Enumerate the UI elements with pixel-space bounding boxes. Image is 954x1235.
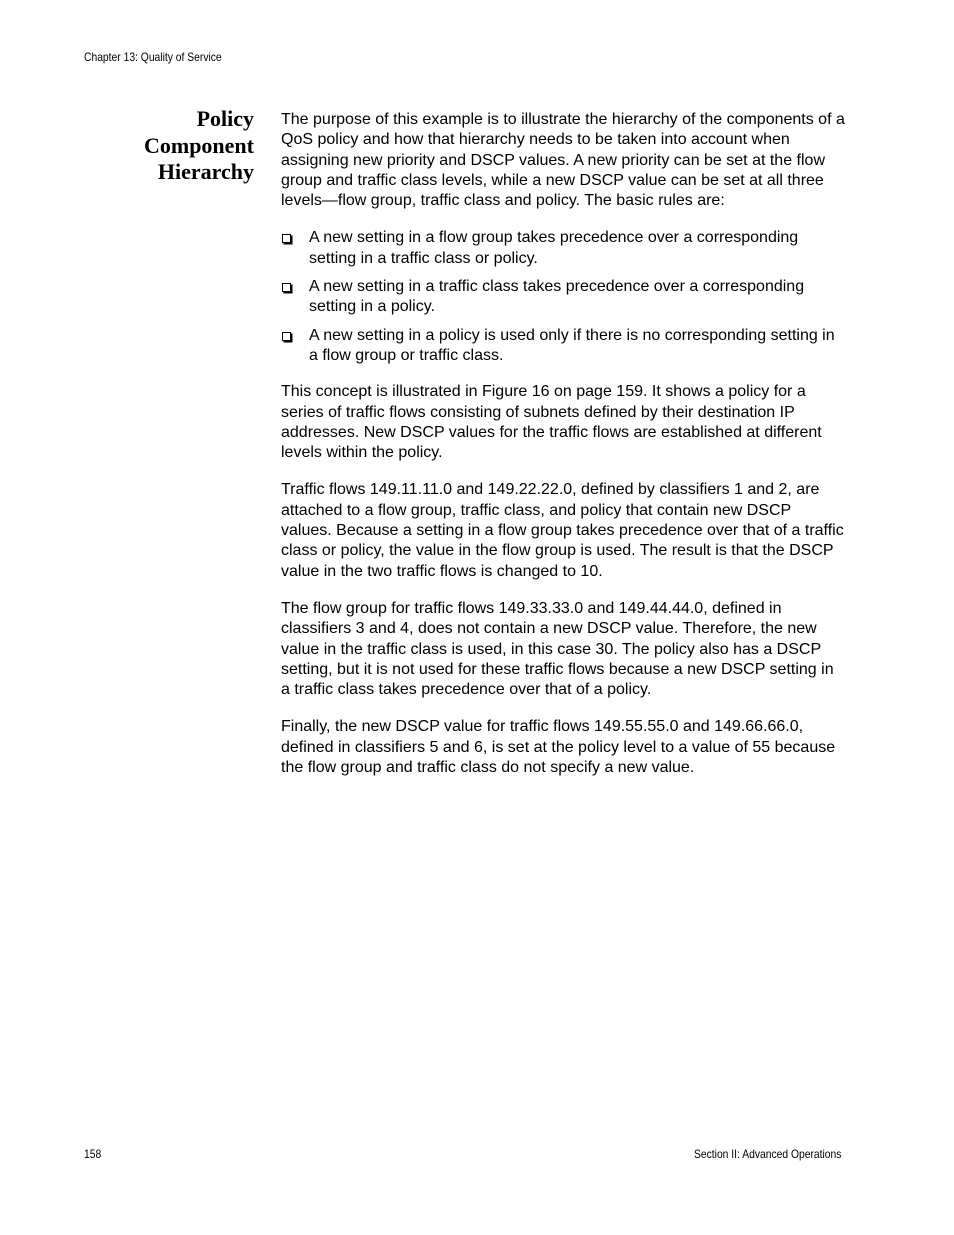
intro-paragraph: The purpose of this example is to illustrate the hierarchy of the components of a QoS policy and how that hierarchy needs to be taken into account when assigning new priority and DSCP values. A new priority can be set at the flow group and traffic class levels, while a new DSCP value can be set at all three levels—flow group, traffic class and policy. The basic rules are: — [281, 111, 845, 210]
list-item — [281, 326, 846, 367]
checkbox-bullet-icon — [282, 283, 291, 292]
checkbox-bullet-icon — [282, 234, 291, 243]
footer-section-title: Section II: Advanced Operations — [693, 1147, 841, 1161]
section-heading-line: Policy — [196, 106, 254, 131]
checkbox-bullet-icon — [282, 332, 291, 341]
footer-page-number: 158 — [84, 1147, 102, 1161]
section-heading-line: Component — [143, 132, 254, 158]
section-heading-line: Hierarchy — [157, 159, 254, 184]
body-paragraph: The flow group for traffic flows 149.33.33.0 and 149.44.44.0, defined in classifiers 3 and 4, does not contain a new DSCP value. Therefore, the new value in the traffic class is used, in this case 30. The policy also has a DSCP setting, but it is not used for these traffic flows because a new DSCP setting in a traffic class takes precedence over that of a policy. — [281, 599, 834, 699]
section-heading — [74, 106, 254, 186]
rule-text: A new setting in a traffic class takes precedence over a corresponding setting in a policy. — [309, 278, 805, 316]
list-item — [281, 277, 846, 318]
body-paragraph: Finally, the new DSCP value for traffic flows 149.55.55.0 and 149.66.66.0, defined in classifiers 5 and 6, is set at the policy level to a value of 55 because the flow group and traffic class do not specify a new value. — [281, 718, 836, 777]
rules-list — [281, 228, 846, 366]
body-column — [281, 110, 846, 795]
body-paragraph: This concept is illustrated in Figure 16 on page 159. It shows a policy for a series of traffic flows consisting of subnets defined by their destination IP addresses. New DSCP values for the traffic flows are established at different levels within the policy. — [281, 383, 822, 462]
list-item — [281, 228, 846, 269]
body-paragraph: Traffic flows 149.11.11.0 and 149.22.22.0, defined by classifiers 1 and 2, are attached to a flow group, traffic class, and policy that contain new DSCP values. Because a setting in a flow group takes precedence over that of a traffic class or policy, the value in the flow group is used. The result is that the DSCP value in the two traffic flows is changed to 10. — [281, 481, 844, 580]
rule-text: A new setting in a policy is used only if there is no corresponding setting in a flow group or traffic class. — [309, 326, 835, 364]
rule-text: A new setting in a flow group takes precedence over a corresponding setting in a traffic class or policy. — [309, 229, 799, 267]
running-header-chapter: Chapter 13: Quality of Service — [84, 50, 222, 64]
